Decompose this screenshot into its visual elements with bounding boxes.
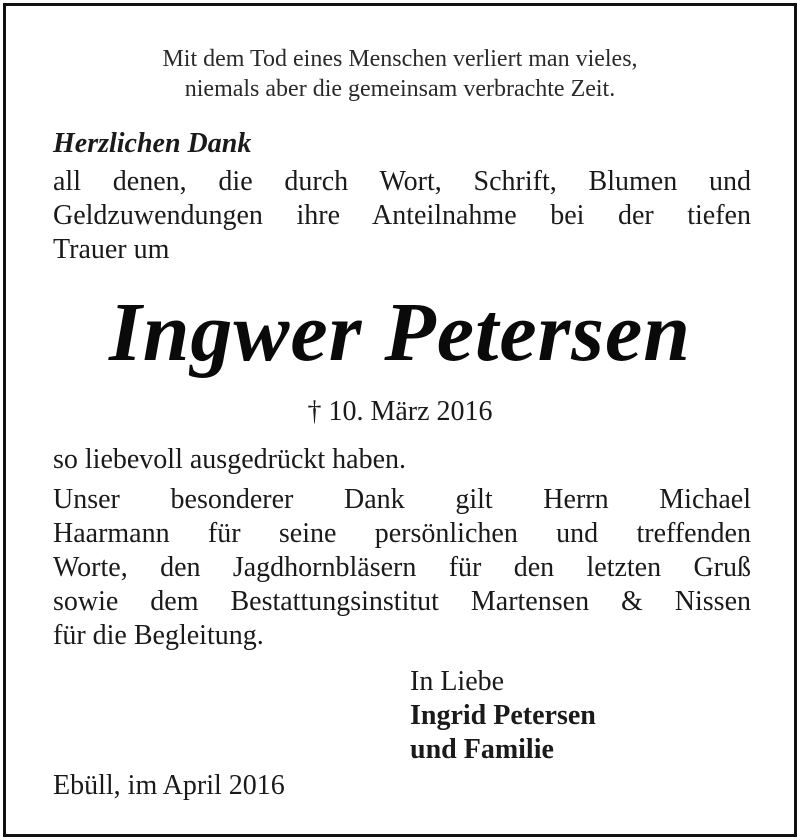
thanks-line-1: all denen, die durch Wort, Schrift, Blumen und — [53, 166, 751, 197]
body-line-3: Worte, den Jagdhornbläsern für den letzten Gruß — [53, 552, 751, 583]
obituary-card — [3, 3, 797, 837]
thanks-heading: Herzlichen Dank — [53, 128, 252, 159]
thanks-line-2: Geldzuwendungen ihre Anteilnahme bei der tiefen — [53, 200, 751, 231]
body-line-2: Haarmann für seine persönlichen und treffenden — [53, 518, 751, 549]
body-line-4: sowie dem Bestattungsinstitut Martensen & Nissen — [53, 586, 751, 617]
body-line-5: für die Begleitung. — [53, 620, 264, 651]
motto-line-2: niemals aber die gemeinsam verbrachte Zeit. — [184, 76, 616, 102]
thanks-line-3: Trauer um — [53, 234, 170, 265]
deceased-name: Ingwer Petersen — [109, 286, 691, 379]
signature-family: und Familie — [410, 734, 554, 765]
closing-line: so liebevoll ausgedrückt haben. — [53, 444, 407, 475]
signature-name: Ingrid Petersen — [410, 700, 596, 731]
body-line-1: Unser besonderer Dank gilt Herrn Michael — [53, 484, 751, 515]
death-date: † 10. März 2016 — [307, 396, 493, 427]
place-date: Ebüll, im April 2016 — [53, 770, 285, 801]
signature-greeting: In Liebe — [410, 666, 505, 697]
motto-line-1: Mit dem Tod eines Menschen verliert man vieles, — [162, 46, 638, 72]
